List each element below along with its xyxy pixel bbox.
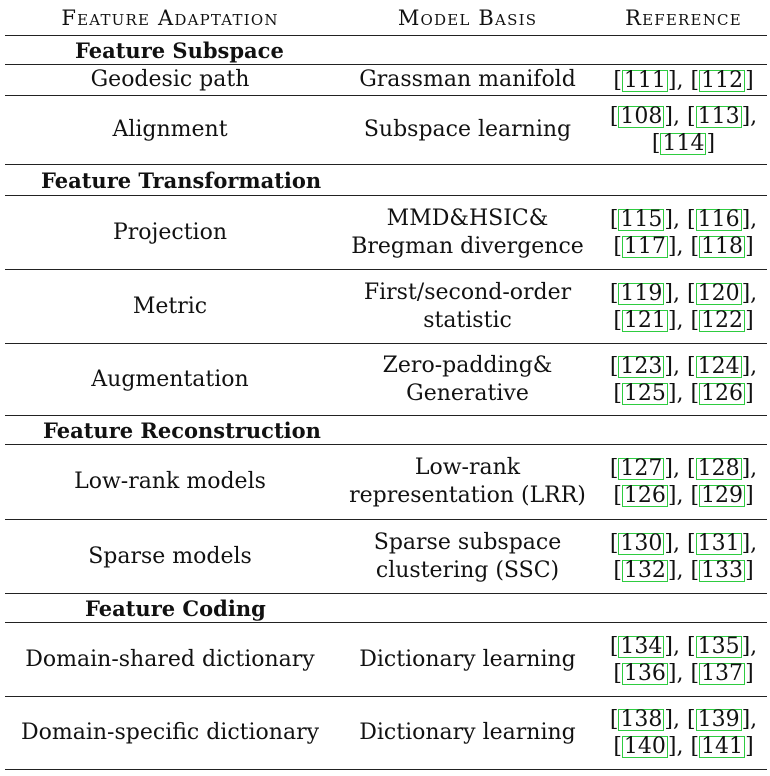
citation-link[interactable]: 139 — [697, 707, 740, 732]
reference-line: [117], [118] — [613, 233, 754, 259]
adaptation-cell: Augmentation — [91, 366, 249, 392]
reference-line: [126], [129] — [613, 483, 754, 508]
table-header-row — [5, 2, 767, 34]
section-heading — [5, 594, 767, 622]
citation-link[interactable]: 113 — [697, 104, 740, 129]
citation-link[interactable]: 124 — [697, 353, 740, 379]
citation-link[interactable]: 137 — [701, 660, 744, 686]
citation-link[interactable]: 140 — [623, 734, 666, 759]
adaptation-cell: Alignment — [112, 117, 228, 142]
citation-link[interactable]: 127 — [620, 456, 663, 481]
citation-link[interactable]: 141 — [701, 734, 744, 759]
basis-line: statistic — [423, 307, 512, 333]
citation-link[interactable]: 125 — [623, 380, 666, 406]
adaptation-cell: Sparse models — [88, 543, 252, 569]
reference-line: [136], [137] — [613, 660, 754, 686]
basis-line: clustering (SSC) — [375, 557, 560, 583]
basis-line: Generative — [406, 380, 529, 406]
basis-line: Low-rank — [414, 455, 521, 480]
reference-cell — [600, 65, 767, 95]
citation-link[interactable]: 111 — [623, 67, 666, 93]
citation-link[interactable]: 126 — [623, 483, 666, 508]
reference-cell — [600, 623, 767, 696]
citation-link[interactable]: 126 — [701, 380, 744, 406]
section-title: Feature Coding — [85, 595, 266, 621]
citation-link[interactable]: 129 — [701, 483, 744, 508]
basis-line: Sparse subspace — [373, 529, 562, 555]
reference-line: [114] — [651, 131, 716, 156]
reference-line: [130], [131], — [609, 530, 758, 556]
citation-link[interactable]: 116 — [697, 206, 740, 232]
reference-cell — [600, 344, 767, 415]
section-title: Feature Reconstruction — [43, 417, 321, 443]
reference-line: [125], [126] — [613, 380, 754, 406]
reference-line: [121], [122] — [613, 307, 754, 333]
basis-cell — [335, 344, 600, 415]
citation-link[interactable]: 112 — [701, 67, 744, 93]
basis-line: Grassman manifold — [359, 67, 576, 92]
citation-link[interactable]: 117 — [623, 233, 666, 259]
basis-line: Subspace learning — [363, 117, 572, 142]
adaptation-cell: Geodesic path — [90, 67, 250, 92]
basis-cell — [335, 697, 600, 769]
table-row — [5, 697, 767, 769]
citation-link[interactable]: 134 — [620, 633, 663, 659]
basis-line: First/second-order — [363, 279, 572, 305]
basis-cell — [335, 445, 600, 519]
citation-link[interactable]: 118 — [701, 233, 744, 259]
adaptation-cell: Metric — [132, 293, 208, 319]
reference-line: [123], [124], — [609, 353, 758, 379]
citation-link[interactable]: 135 — [697, 633, 740, 659]
reference-cell — [600, 697, 767, 769]
table-row — [5, 520, 767, 593]
basis-cell — [335, 270, 600, 343]
citation-link[interactable]: 115 — [620, 206, 663, 232]
reference-line: [140], [141] — [613, 734, 754, 759]
citation-link[interactable]: 138 — [620, 707, 663, 732]
table-row — [5, 623, 767, 696]
reference-cell — [600, 96, 767, 164]
header-feature-adaptation: Feature Adaptation — [61, 6, 279, 30]
table-row — [5, 196, 767, 269]
reference-line: [127], [128], — [609, 456, 758, 481]
reference-line: [108], [113], — [609, 104, 758, 129]
adaptation-cell: Projection — [112, 219, 228, 245]
table-bottom-rule — [5, 769, 767, 770]
citation-link[interactable]: 128 — [697, 456, 740, 481]
reference-line: [115], [116], — [609, 206, 758, 232]
section-heading — [5, 36, 767, 64]
citation-link[interactable]: 132 — [623, 557, 666, 583]
reference-line: [119], [120], — [609, 280, 758, 306]
section-title: Feature Transformation — [41, 167, 322, 193]
reference-line: [111], [112] — [613, 67, 754, 93]
citation-link[interactable]: 119 — [620, 280, 663, 306]
basis-line: representation (LRR) — [349, 483, 586, 508]
reference-line: [132], [133] — [613, 557, 754, 583]
basis-line: Dictionary learning — [359, 646, 576, 672]
reference-line: [138], [139], — [609, 707, 758, 732]
header-reference: Reference — [625, 6, 742, 30]
citation-link[interactable]: 131 — [697, 530, 740, 556]
table-row — [5, 270, 767, 343]
table-row — [5, 344, 767, 415]
reference-cell — [600, 196, 767, 269]
citation-link[interactable]: 122 — [701, 307, 744, 333]
table-row — [5, 65, 767, 95]
adaptation-cell: Domain-shared dictionary — [25, 646, 315, 672]
citation-link[interactable]: 123 — [620, 353, 663, 379]
reference-cell — [600, 445, 767, 519]
citation-link[interactable]: 130 — [620, 530, 663, 556]
citation-link[interactable]: 133 — [701, 557, 744, 583]
basis-cell — [335, 65, 600, 95]
reference-cell — [600, 270, 767, 343]
basis-cell — [335, 96, 600, 164]
basis-line: Bregman divergence — [351, 233, 584, 259]
basis-cell — [335, 196, 600, 269]
basis-line: Dictionary learning — [359, 720, 576, 745]
citation-link[interactable]: 121 — [623, 307, 666, 333]
citation-link[interactable]: 136 — [623, 660, 666, 686]
citation-link[interactable]: 114 — [662, 131, 705, 156]
table-row — [5, 96, 767, 164]
basis-line: Zero-padding& — [382, 352, 553, 378]
basis-line: MMD&HSIC& — [386, 205, 549, 231]
section-heading — [5, 165, 767, 195]
header-model-basis: Model Basis — [397, 6, 538, 30]
citation-link[interactable]: 108 — [620, 104, 663, 129]
table-row — [5, 445, 767, 519]
adaptation-cell: Domain-specific dictionary — [20, 720, 320, 745]
basis-cell — [335, 623, 600, 696]
reference-line: [134], [135], — [609, 633, 758, 659]
citation-link[interactable]: 120 — [697, 280, 740, 306]
adaptation-cell: Low-rank models — [74, 469, 266, 494]
section-heading — [5, 416, 767, 444]
basis-cell — [335, 520, 600, 593]
section-title: Feature Subspace — [75, 37, 284, 63]
reference-cell — [600, 520, 767, 593]
